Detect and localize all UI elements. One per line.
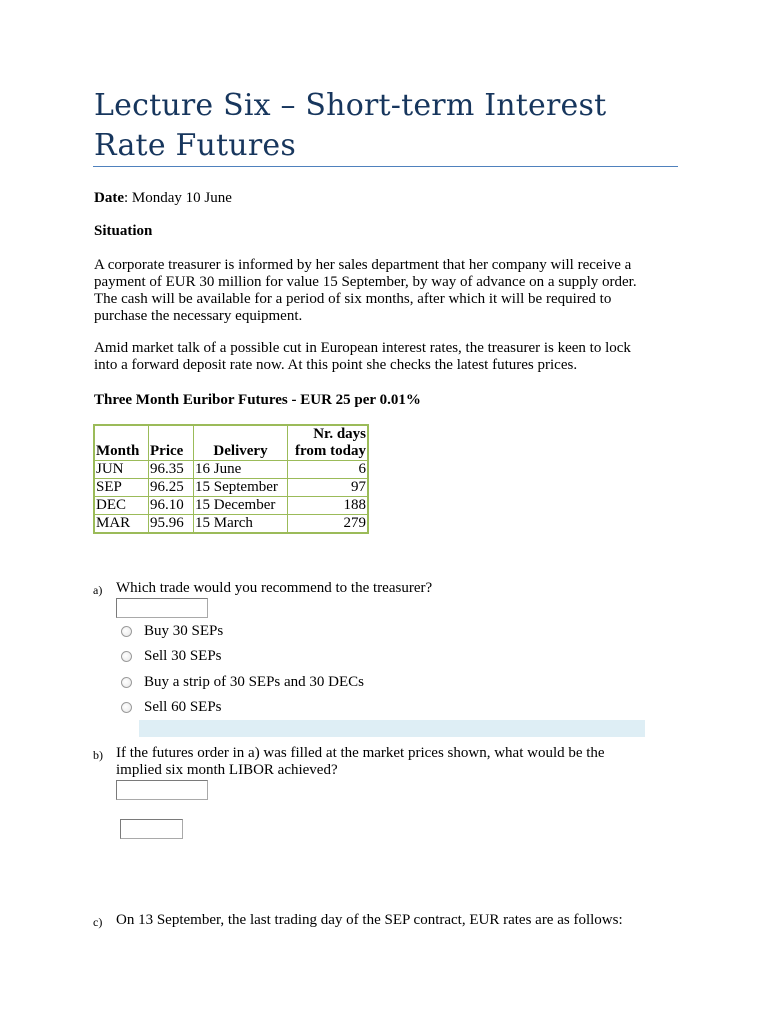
cell-days: 279 <box>288 515 369 534</box>
situation-heading: Situation <box>94 223 153 239</box>
radio-button[interactable] <box>121 651 132 662</box>
question-b-text: If the futures order in a) was filled at the market prices shown, what would be the implied six month LIBOR achieved? <box>116 745 605 778</box>
cell-price: 96.25 <box>149 479 194 497</box>
radio-button[interactable] <box>121 702 132 713</box>
cell-delivery: 16 June <box>194 461 288 479</box>
table-row <box>94 461 368 479</box>
rates-paragraph: Amid market talk of a possible cut in European interest rates, the treasurer is keen to lock into a forward deposit rate now. At this point she checks the latest futures prices. <box>94 340 631 373</box>
date-line <box>94 190 654 207</box>
cell-days: 6 <box>288 461 369 479</box>
cell-delivery: 15 December <box>194 497 288 515</box>
table-row <box>94 515 368 534</box>
answer-b-secondary-input[interactable] <box>120 819 183 839</box>
title-divider <box>93 166 678 167</box>
option-label: Buy 30 SEPs <box>144 623 224 639</box>
option-label: Sell 60 SEPs <box>144 699 222 715</box>
question-c-text: On 13 September, the last trading day of the SEP contract, EUR rates are as follows: <box>116 912 623 928</box>
page-title: Lecture Six – Short-term Interest Rate Futures <box>94 88 607 163</box>
cell-days: 97 <box>288 479 369 497</box>
cell-month: JUN <box>94 461 149 479</box>
cell-delivery: 15 March <box>194 515 288 534</box>
feedback-bar <box>139 720 645 737</box>
date-value: : Monday 10 June <box>124 190 232 206</box>
header-month: Month <box>94 425 149 461</box>
radio-button[interactable] <box>121 677 132 688</box>
cell-price: 96.10 <box>149 497 194 515</box>
cell-price: 95.96 <box>149 515 194 534</box>
cell-month: DEC <box>94 497 149 515</box>
question-a-text: Which trade would you recommend to the treasurer? <box>116 580 433 596</box>
answer-a-input[interactable] <box>116 598 208 618</box>
table-row <box>94 497 368 515</box>
cell-price: 96.35 <box>149 461 194 479</box>
answer-b-input[interactable] <box>116 780 208 800</box>
option-label: Buy a strip of 30 SEPs and 30 DECs <box>144 674 365 690</box>
table-heading: Three Month Euribor Futures - EUR 25 per 0.01% <box>94 392 421 408</box>
futures-table <box>93 424 369 534</box>
cell-days: 188 <box>288 497 369 515</box>
cell-delivery: 15 September <box>194 479 288 497</box>
date-label: Date <box>94 190 124 206</box>
option-label: Sell 30 SEPs <box>144 648 222 664</box>
radio-button[interactable] <box>121 626 132 637</box>
header-days <box>288 425 369 461</box>
header-price: Price <box>149 425 194 461</box>
header-days-line1: Nr. days <box>313 426 366 442</box>
situation-paragraph: A corporate treasurer is informed by her sales department that her company will receive a payment of EUR 30 million for value 15 September, by way of advance on a supply order. The cash will be available for a period of six months, after which it will be required to purchase the necessary equipment. <box>94 257 637 324</box>
question-b-label: b) <box>93 748 103 762</box>
table-row <box>94 479 368 497</box>
cell-month: MAR <box>94 515 149 534</box>
question-c-label: c) <box>93 915 103 929</box>
header-delivery: Delivery <box>194 425 288 461</box>
cell-month: SEP <box>94 479 149 497</box>
question-a-label: a) <box>93 583 103 597</box>
header-days-line2: from today <box>295 443 366 459</box>
table-header-row <box>94 425 368 461</box>
